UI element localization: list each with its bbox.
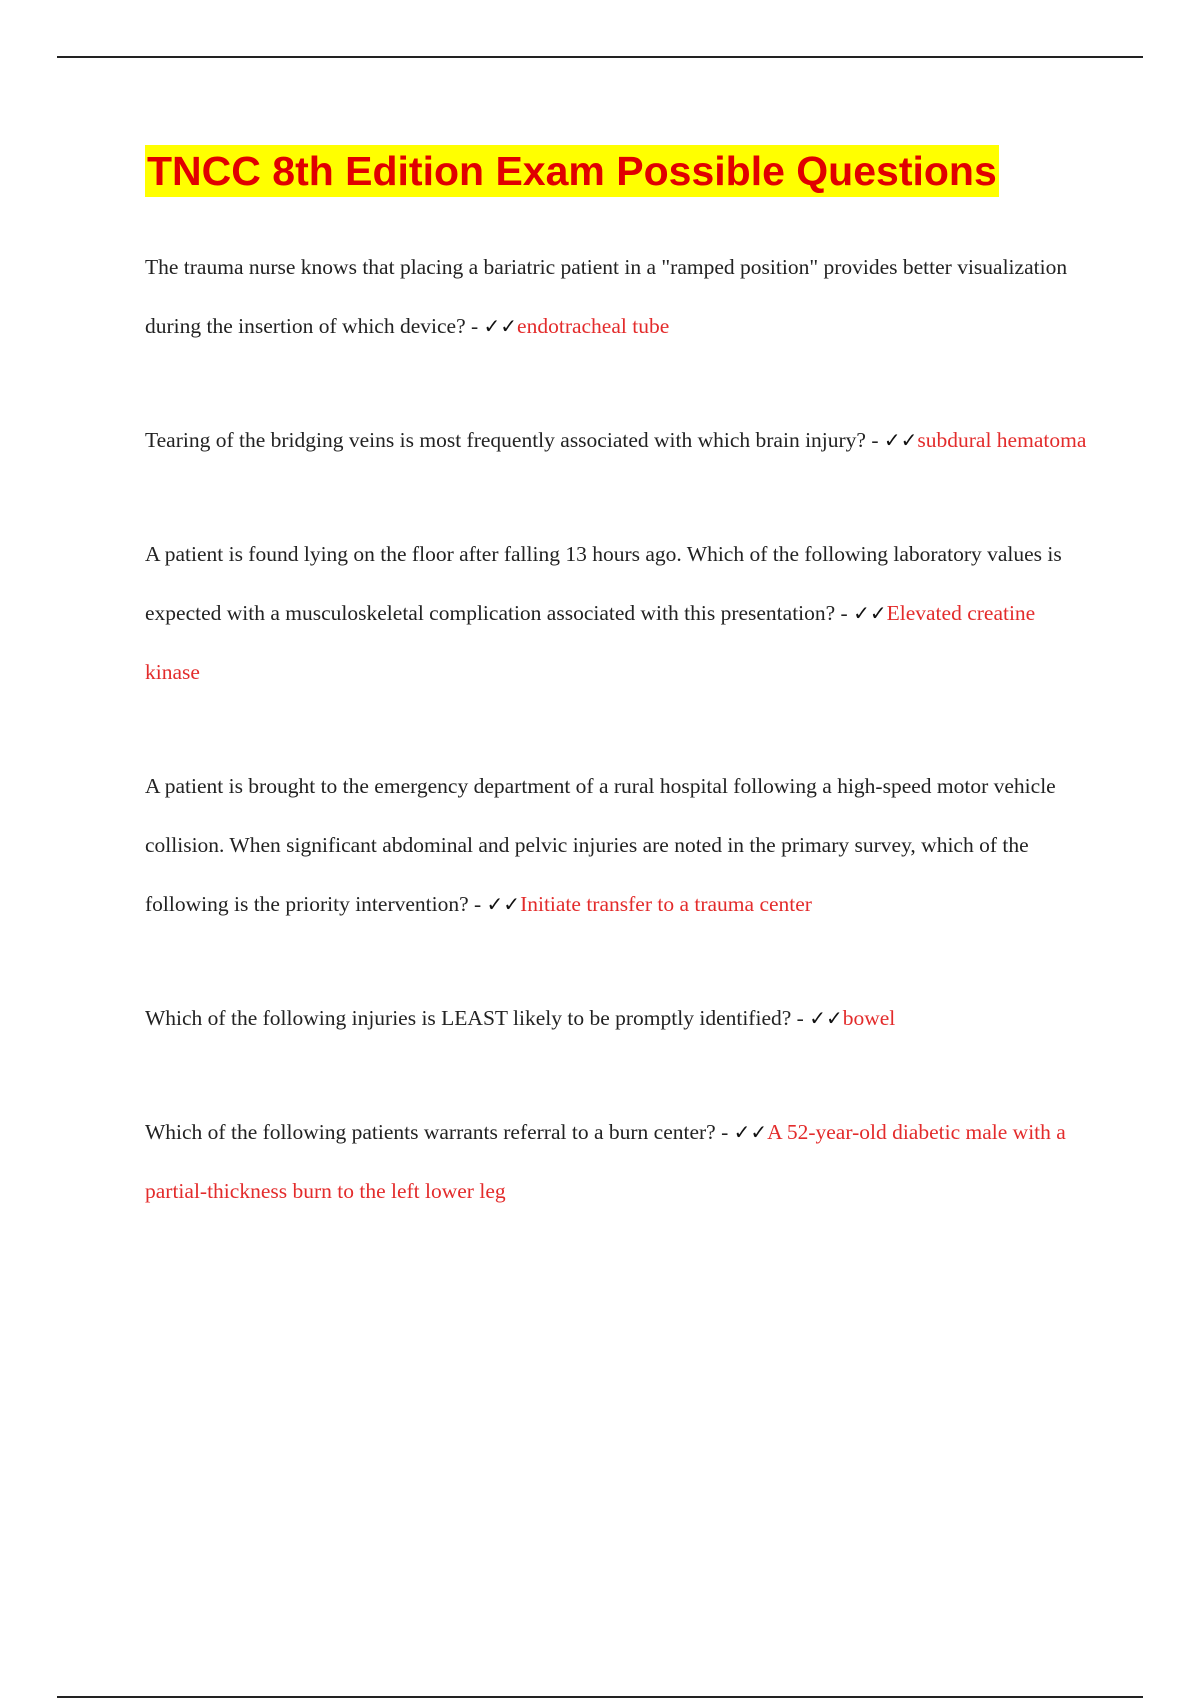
question-text: The trauma nurse knows that placing a bariatric patient in a "ramped position" provides better visualization during the insertion of which device? - <box>145 255 1068 338</box>
footer-rule <box>57 1696 1143 1698</box>
answer-text: endotracheal tube <box>517 314 670 338</box>
question-item <box>145 757 1095 934</box>
question-item <box>145 989 1095 1048</box>
double-check-icon: ✓✓ <box>853 601 887 625</box>
answer-text: A 52-year-old diabetic male with a partial-thickness burn to the left lower leg <box>145 1120 1066 1203</box>
double-check-icon: ✓✓ <box>883 428 918 452</box>
answer-text: subdural hematoma <box>917 428 1087 452</box>
double-check-icon: ✓✓ <box>483 314 518 338</box>
question-text: Tearing of the bridging veins is most frequently associated with which brain injury? - <box>145 428 884 452</box>
question-text: A patient is brought to the emergency department of a rural hospital following a high-speed motor vehicle collision. When significant abdominal and pelvic injuries are noted in the primary survey, which of the following is the priority intervention? - <box>145 774 1056 916</box>
header-rule <box>57 56 1143 58</box>
question-item <box>145 525 1095 702</box>
answer-text: Elevated creatine kinase <box>145 601 1036 684</box>
double-check-icon: ✓✓ <box>486 892 521 916</box>
question-text: Which of the following injuries is LEAST likely to be promptly identified? - <box>145 1006 810 1030</box>
answer-text: Initiate transfer to a trauma center <box>520 892 812 916</box>
question-list <box>145 238 1095 1276</box>
question-text: A patient is found lying on the floor after falling 13 hours ago. Which of the following laboratory values is expected with a musculoskeletal complication associated with this presentation? - <box>145 542 1062 625</box>
page-title: TNCC 8th Edition Exam Possible Questions <box>145 145 999 197</box>
question-item <box>145 1103 1095 1221</box>
question-text: Which of the following patients warrants referral to a burn center? - <box>145 1120 734 1144</box>
question-item <box>145 238 1095 356</box>
answer-text: bowel <box>842 1006 896 1030</box>
double-check-icon: ✓✓ <box>733 1120 768 1144</box>
double-check-icon: ✓✓ <box>809 1006 843 1030</box>
question-item <box>145 411 1095 470</box>
